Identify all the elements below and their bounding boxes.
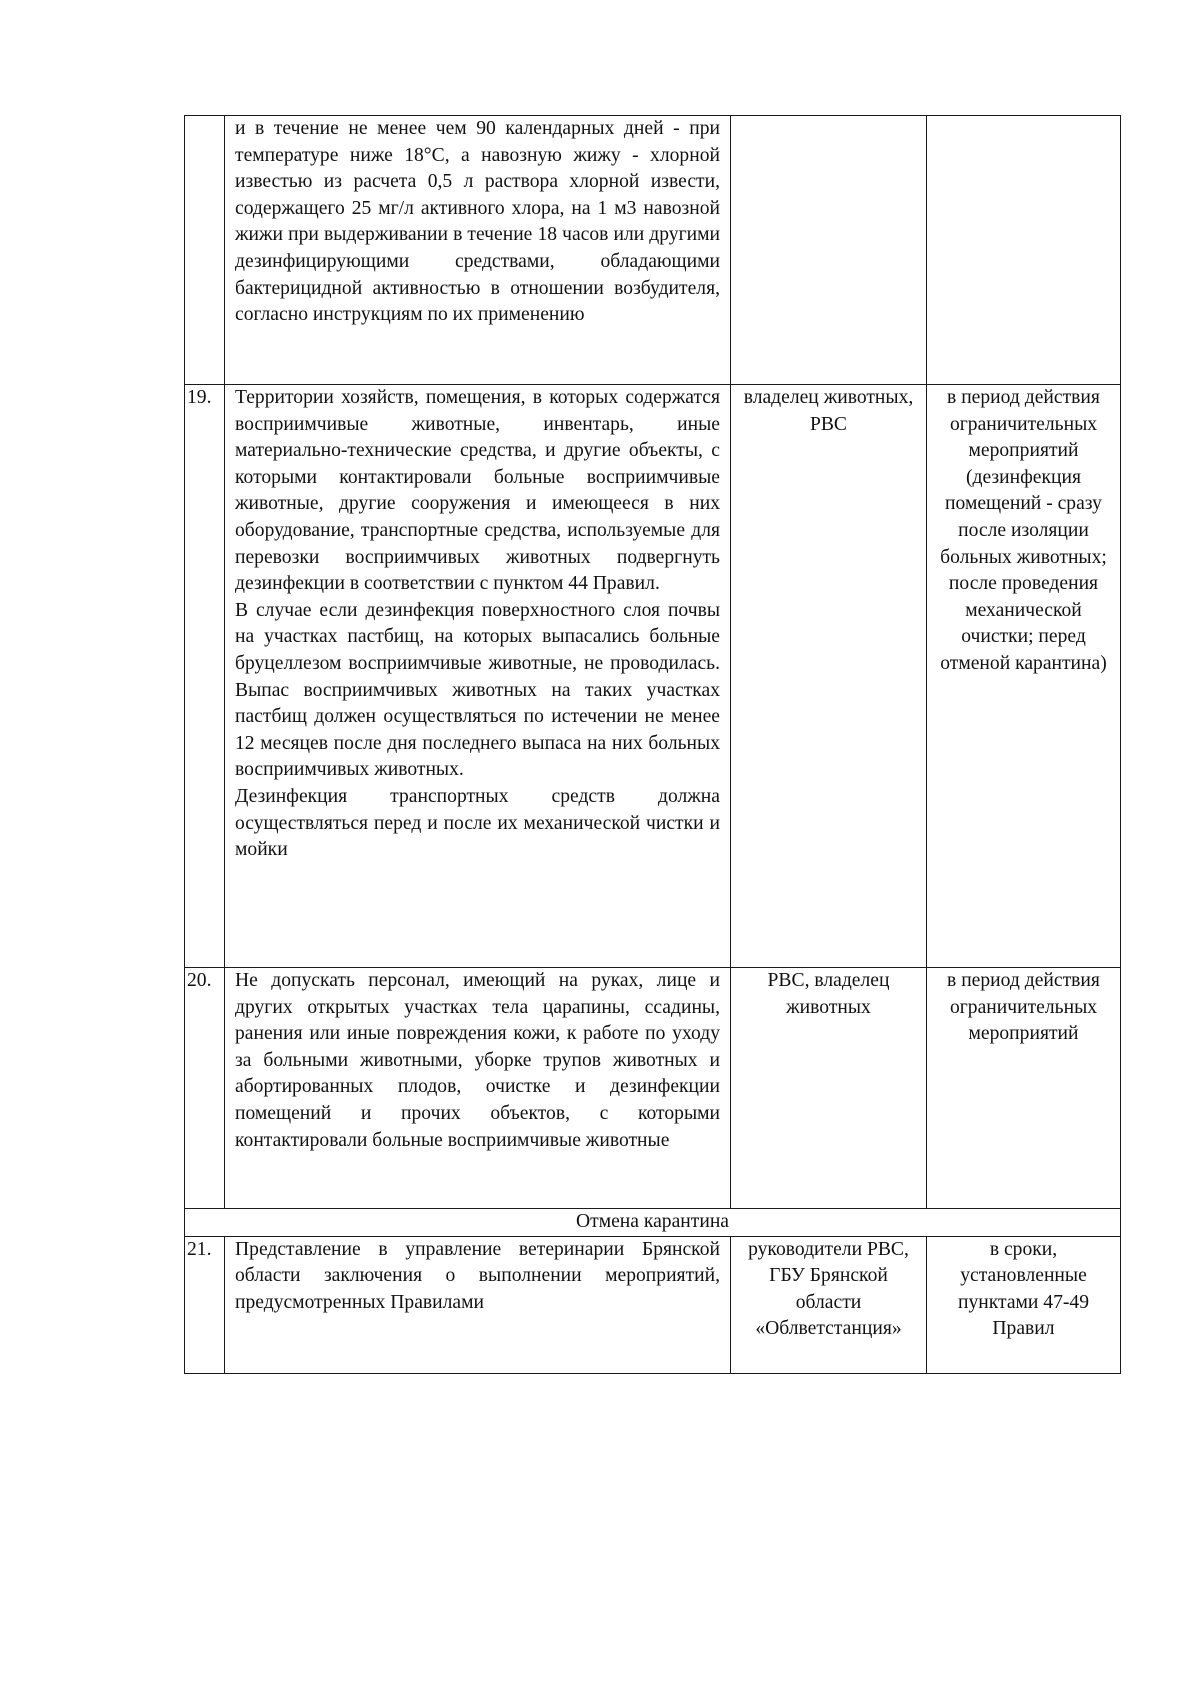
measures-table	[184, 115, 1121, 1374]
section-row	[185, 1209, 1121, 1237]
measure-text: Представление в управление ветеринарии Брянской области заключения о выполнении мероприятий, предусмотренных Правилами	[235, 1238, 720, 1313]
table-row-21	[185, 1236, 1121, 1373]
row-number-cell	[185, 116, 225, 385]
measure-text-cell	[225, 1236, 731, 1373]
measure-text-paragraph-3: Дезинфекция транспортных средств должна осуществляться перед и после их механической чистки и мойки	[235, 785, 720, 861]
measure-text-cell	[225, 968, 731, 1209]
measure-text-cell	[225, 385, 731, 968]
row-number: 21.	[185, 1236, 225, 1373]
execution-term: в период действия ограничительных мероприятий (дезинфекция помещений - сразу после изоляции больных животных; после проведения механической очистки; перед отменой карантина)	[927, 385, 1121, 968]
term-cell	[927, 116, 1121, 385]
table-row-20	[185, 968, 1121, 1209]
responsible-party: РВС, владелец животных	[731, 968, 927, 1209]
measure-text: и в течение не менее чем 90 календарных дней - при температуре ниже 18°С, а навозную жижу - хлорной известью из расчета 0,5 л раствора хлорной извести, содержащего 25 мг/л активного хлора, на 1 м3 навозной жижи при выдерживании в течение 18 часов или другими дезинфицирующими средствами, обладающими бактерицидной активностью в отношении возбудителя, согласно инструкциям по их применению	[235, 118, 720, 326]
execution-term: в период действия ограничительных мероприятий	[927, 968, 1121, 1209]
measure-text-cell	[225, 116, 731, 385]
table-row-19	[185, 385, 1121, 968]
responsible-party: владелец животных, РВС	[731, 385, 927, 968]
measure-text: Не допускать персонал, имеющий на руках, лице и других открытых участках тела царапины, ссадины, ранения или иные повреждения кожи, к работе по уходу за больными животными, уборке трупов животных и абортированных плодов, очистке и дезинфекции помещений и прочих объектов, с которыми контактировали больные восприимчивые животные	[235, 970, 720, 1151]
row-number: 19.	[185, 385, 225, 968]
row-number: 20.	[185, 968, 225, 1209]
responsible-party: руководители РВС, ГБУ Брянской области «Облветстанция»	[731, 1236, 927, 1373]
measure-text-paragraph-1: Территории хозяйств, помещения, в которых содержатся восприимчивые животные, инвентарь, иные материально-технические средства, и другие объекты, с которыми контактировали больные восприимчивые животные, другие сооружения и имеющееся в них оборудование, транспортные средства, используемые для перевозки восприимчивых животных подвергнуть дезинфекции в соответствии с пунктом 44 Правил.	[235, 387, 720, 595]
execution-term: в сроки, установленные пунктами 47-49 Правил	[927, 1236, 1121, 1373]
table-row-continuation	[185, 116, 1121, 385]
measure-text-paragraph-2: В случае если дезинфекция поверхностного слоя почвы на участках пастбищ, на которых выпасались больные бруцеллезом восприимчивые животные, не проводилась. Выпас восприимчивых животных на таких участках пастбищ должен осуществляться по истечении не менее 12 месяцев после дня последнего выпаса на них больных восприимчивых животных.	[235, 599, 720, 781]
section-title: Отмена карантина	[185, 1209, 1121, 1237]
responsible-cell	[731, 116, 927, 385]
